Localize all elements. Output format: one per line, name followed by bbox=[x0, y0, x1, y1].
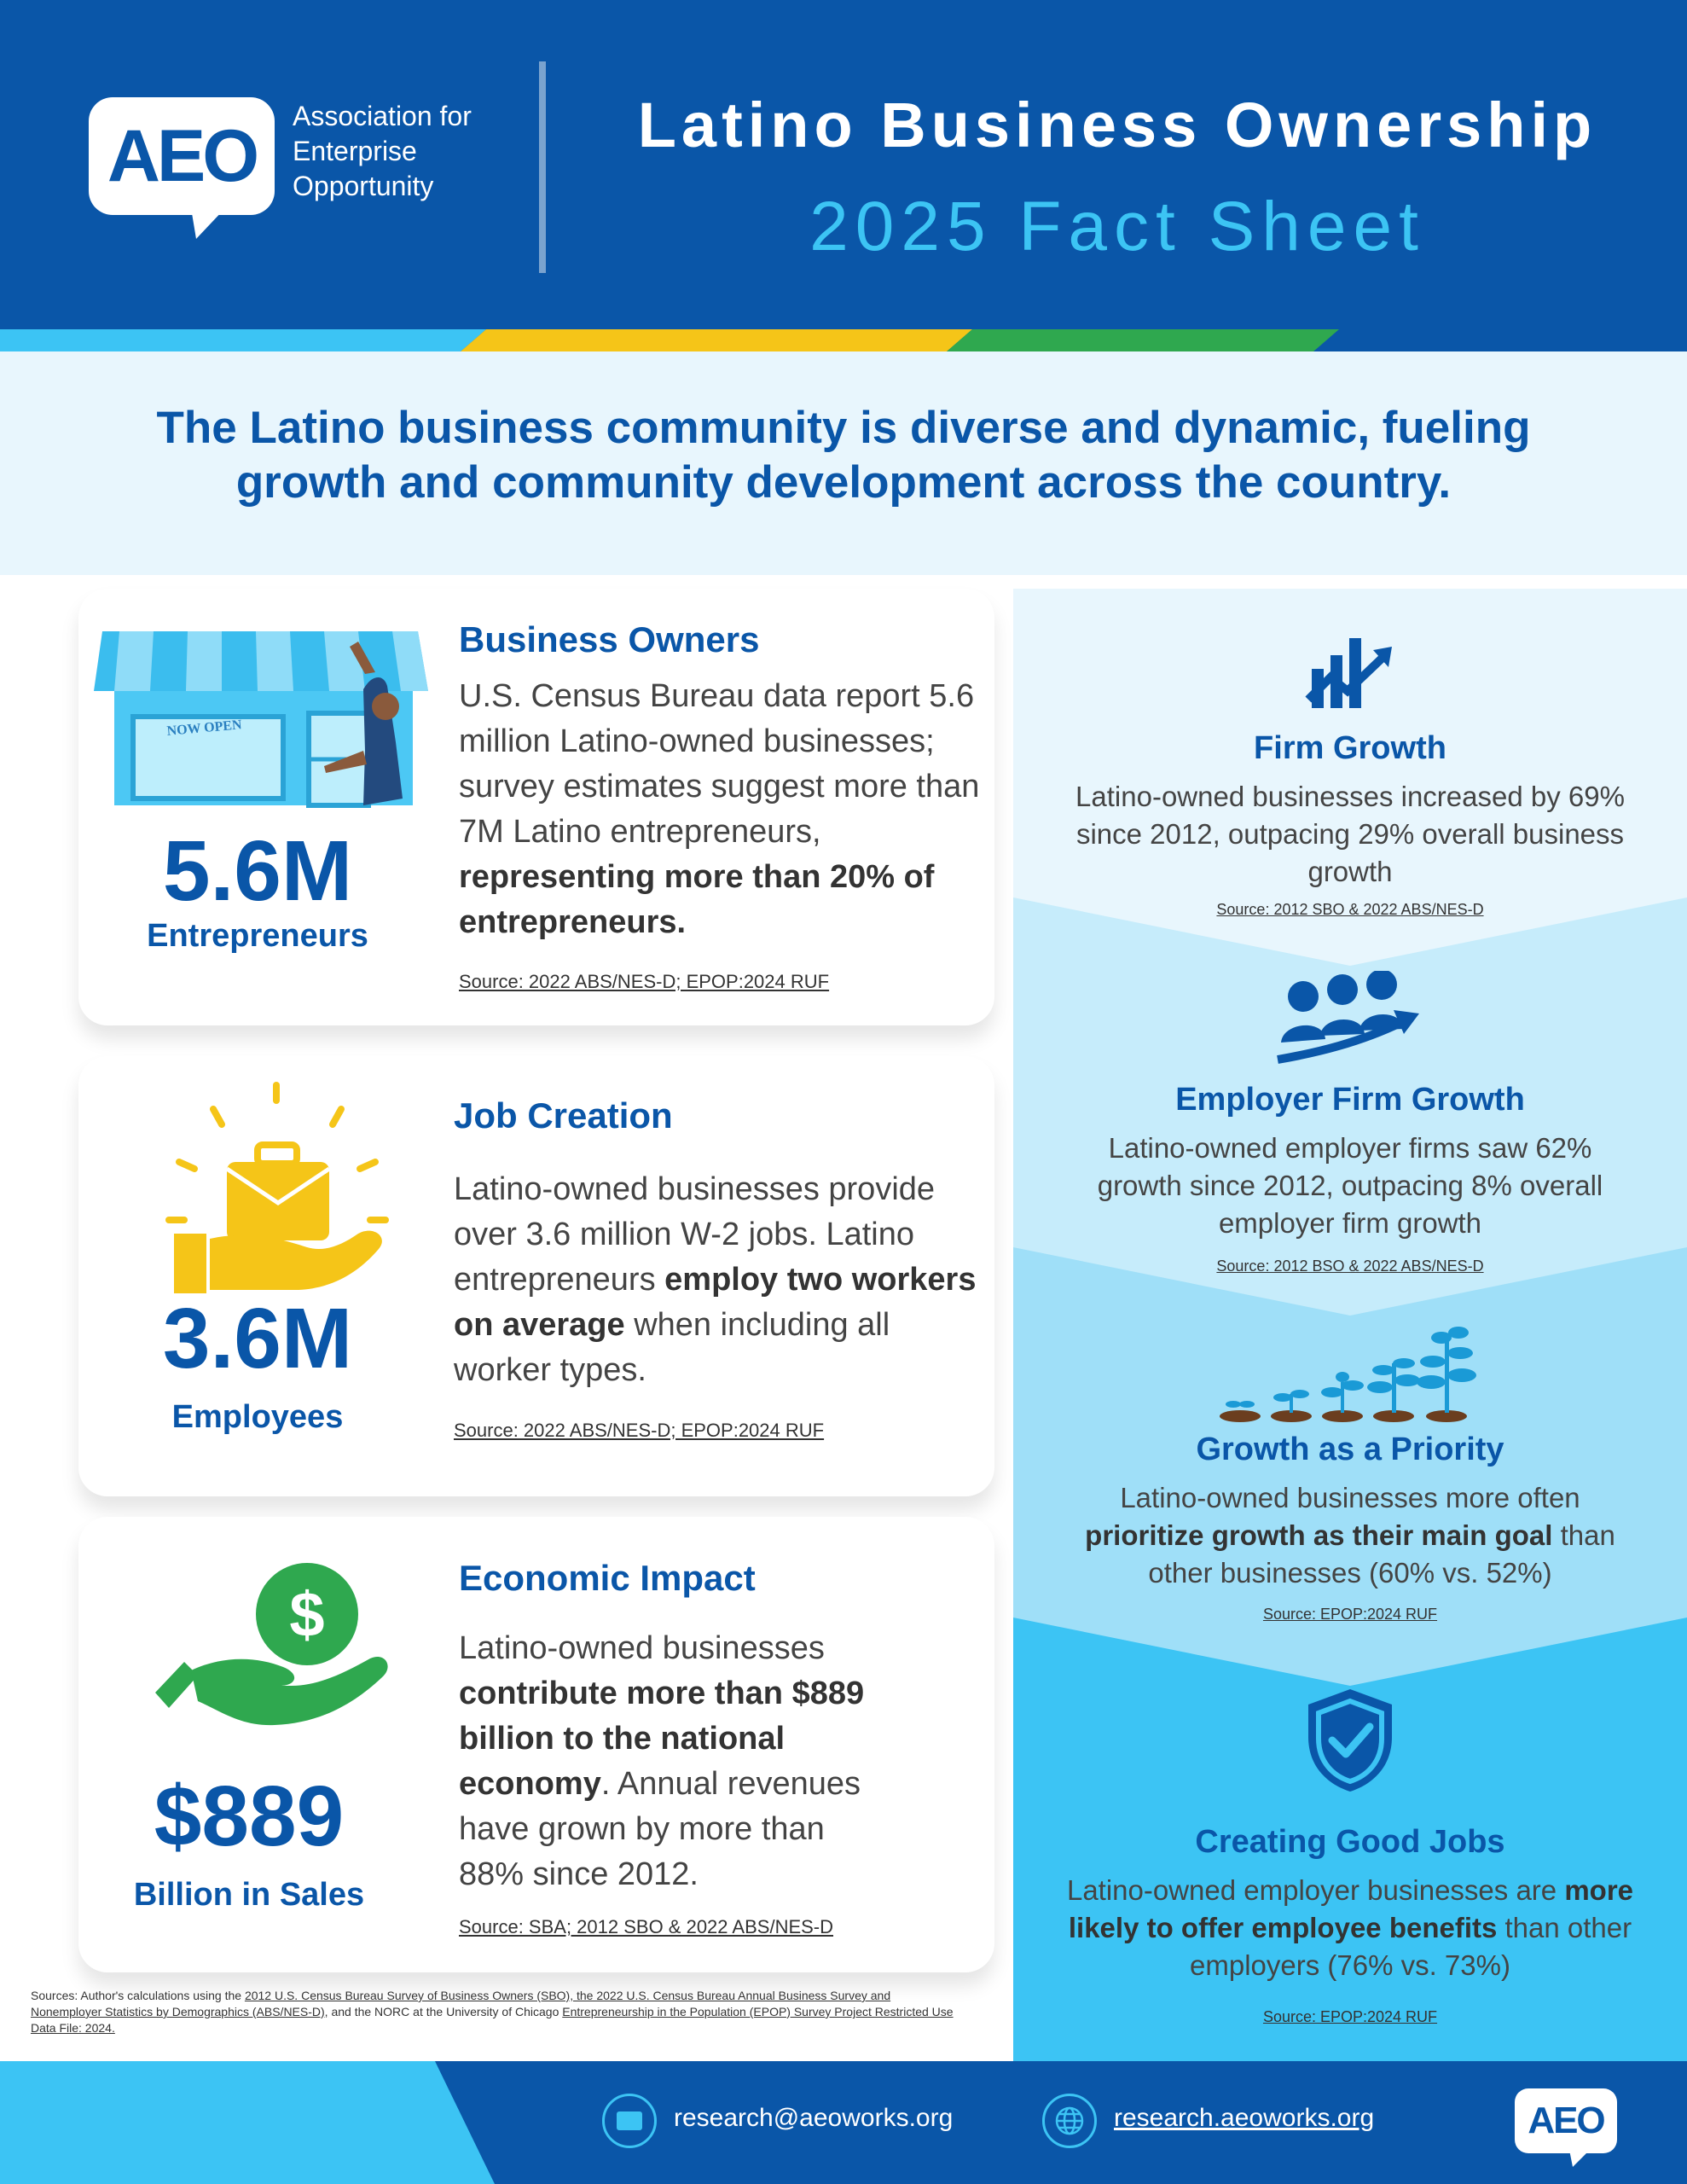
sales-stat: $889 bbox=[154, 1769, 345, 1864]
now-open-sign: NOW OPEN bbox=[165, 717, 243, 739]
org-name: Association for Enterprise Opportunity bbox=[293, 101, 472, 201]
good-jobs-title: Creating Good Jobs bbox=[1195, 1824, 1505, 1860]
footer-logo-tail bbox=[1569, 2150, 1590, 2167]
good-jobs-body: Latino-owned employer businesses are more likely to offer employee benefits than other employers (76% vs. 73%) bbox=[1066, 1874, 1634, 1981]
briefcase-hand-icon bbox=[154, 1080, 401, 1302]
storefront-icon bbox=[94, 623, 461, 819]
job-creation-title: Job Creation bbox=[454, 1095, 673, 1136]
priority-title: Growth as a Priority bbox=[1196, 1432, 1504, 1467]
economic-impact-source: Source: SBA; 2012 SBO & 2022 ABS/NES-D bbox=[459, 1916, 834, 1937]
job-creation-card bbox=[78, 1056, 994, 1496]
aeo-logo-text: AEO bbox=[107, 114, 257, 197]
people-growth-icon bbox=[1274, 971, 1424, 1066]
header bbox=[0, 0, 1687, 329]
intro-banner bbox=[0, 351, 1687, 575]
header-divider bbox=[539, 61, 546, 273]
entrepreneurs-stat: 5.6M bbox=[162, 823, 353, 919]
firm-growth-title: Firm Growth bbox=[1254, 730, 1446, 766]
dollar-symbol: $ bbox=[289, 1579, 325, 1650]
entrepreneurs-label: Entrepreneurs bbox=[147, 918, 368, 954]
color-band bbox=[0, 329, 1687, 351]
job-creation-source: Source: 2022 ABS/NES-D; EPOP:2024 RUF bbox=[454, 1420, 825, 1441]
business-owners-title: Business Owners bbox=[459, 619, 760, 659]
footer-email[interactable]: research@aeoworks.org bbox=[674, 2104, 954, 2132]
business-owners-body: U.S. Census Bureau data report 5.6 million Latino-owned businesses; survey estimates suggest more than 7M Latino entrepreneurs, representing more than 20% of entrepreneurs. bbox=[459, 678, 980, 940]
footer bbox=[0, 2061, 1687, 2184]
logo-speech-tail bbox=[191, 208, 225, 239]
firm-growth-source: Source: 2012 SBO & 2022 ABS/NES-D bbox=[1216, 901, 1484, 918]
page-subtitle: 2025 Fact Sheet bbox=[809, 188, 1425, 265]
employer-growth-body: Latino-owned employer firms saw 62% growth since 2012, outpacing 8% overall employer firm growth bbox=[1097, 1132, 1603, 1239]
employees-label: Employees bbox=[171, 1399, 344, 1435]
bar-growth-icon bbox=[1305, 631, 1395, 713]
globe-icon bbox=[1042, 2094, 1097, 2148]
footer-aeo-logo bbox=[1515, 2088, 1617, 2153]
sales-label: Billion in Sales bbox=[133, 1877, 365, 1913]
intro-text: The Latino business community is diverse and dynamic, fueling growth and community development across the country. bbox=[156, 403, 1531, 508]
firm-growth-body: Latino-owned businesses increased by 69% since 2012, outpacing 29% overall business growth bbox=[1075, 781, 1625, 887]
employer-growth-title: Employer Firm Growth bbox=[1175, 1082, 1525, 1118]
page-title: Latino Business Ownership bbox=[637, 90, 1597, 160]
economic-impact-title: Economic Impact bbox=[459, 1558, 756, 1598]
priority-source: Source: EPOP:2024 RUF bbox=[1262, 1606, 1438, 1623]
business-owners-card bbox=[78, 589, 994, 1025]
job-creation-body: Latino-owned businesses provide over 3.6 million W-2 jobs. Latino entrepreneurs employ two workers on average when including all worker types. bbox=[454, 1171, 977, 1388]
sprouts-icon bbox=[1215, 1316, 1487, 1425]
email-icon bbox=[602, 2094, 657, 2148]
economic-impact-body: Latino-owned businesses contribute more than $889 billion to the national economy. Annual revenues have grown by more than 88% since 2012. bbox=[459, 1630, 865, 1892]
footer-website[interactable]: research.aeoworks.org bbox=[1114, 2104, 1375, 2132]
employees-stat: 3.6M bbox=[162, 1291, 353, 1386]
stats-panel bbox=[1013, 589, 1687, 2061]
shield-check-icon bbox=[1303, 1686, 1397, 1795]
business-owners-source: Source: 2022 ABS/NES-D; EPOP:2024 RUF bbox=[459, 971, 830, 992]
sources-footnote: Sources: Author's calculations using the 2012 U.S. Census Bureau Survey of Business Owners (SBO), the 2022 U.S. Census Bureau Annual Business Survey and Nonemployer Statistics by Demographics (ABS/NES-D), and the NORC at the University of Chicago Entrepreneurship in the Population (EPOP) Survey Project Restricted Use Data File: 2024. bbox=[31, 1989, 954, 2035]
aeo-logo bbox=[89, 97, 275, 215]
good-jobs-source: Source: EPOP:2024 RUF bbox=[1262, 2008, 1438, 2025]
priority-body: Latino-owned businesses more often prioritize growth as their main goal than other businesses (60% vs. 52%) bbox=[1085, 1482, 1615, 1589]
footer-logo-text: AEO bbox=[1528, 2100, 1604, 2141]
employer-growth-source: Source: 2012 BSO & 2022 ABS/NES-D bbox=[1216, 1258, 1484, 1275]
money-hand-icon bbox=[147, 1561, 403, 1732]
economic-impact-card bbox=[78, 1517, 994, 1972]
